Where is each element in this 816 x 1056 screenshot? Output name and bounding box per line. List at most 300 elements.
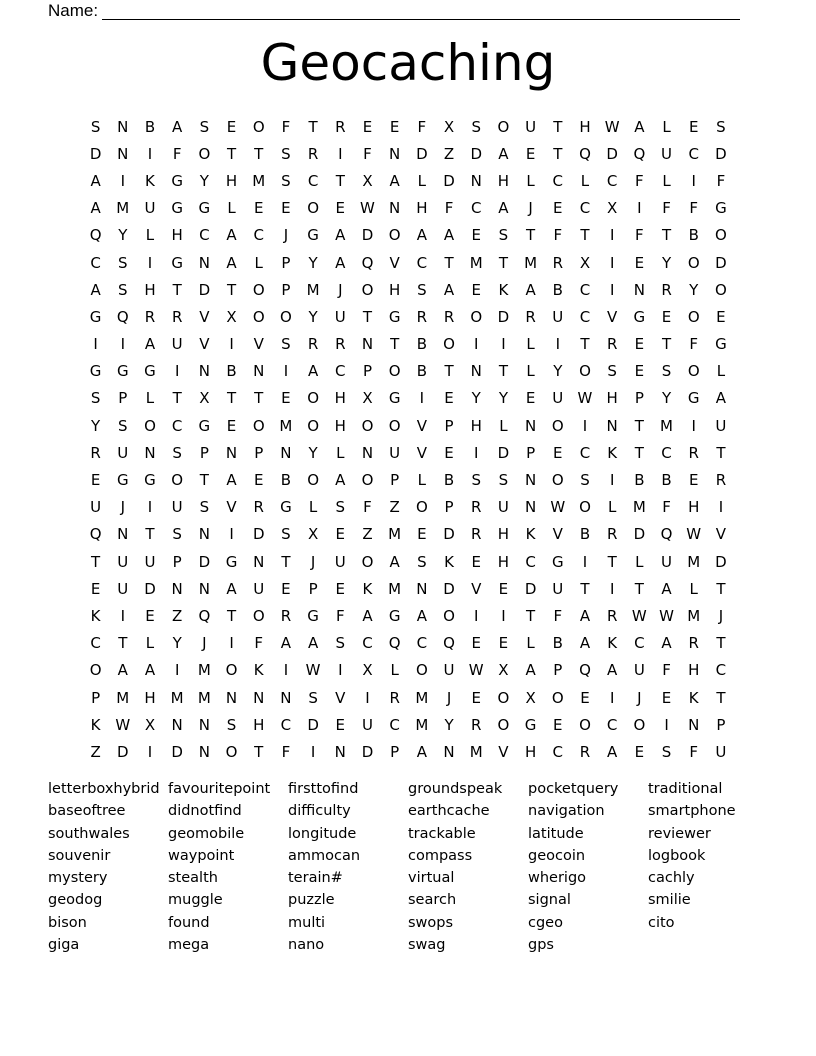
grid-letter[interactable]: S (308, 688, 318, 707)
grid-letter[interactable]: A (307, 634, 319, 653)
grid-letter[interactable]: J (528, 199, 533, 218)
grid-letter[interactable]: E (716, 307, 726, 326)
grid-letter[interactable]: E (634, 742, 645, 761)
grid-letter[interactable]: N (524, 416, 537, 435)
grid-letter[interactable]: G (307, 606, 319, 625)
grid-letter[interactable]: I (582, 416, 588, 435)
grid-letter[interactable]: T (172, 280, 182, 299)
grid-letter[interactable]: R (688, 634, 699, 653)
grid-letter[interactable]: U (253, 579, 265, 598)
grid-letter[interactable]: I (229, 335, 234, 354)
grid-letter[interactable]: H (334, 416, 346, 435)
grid-letter[interactable]: U (334, 552, 346, 571)
grid-letter[interactable]: F (635, 171, 644, 190)
grid-letter[interactable]: H (606, 389, 618, 408)
grid-letter[interactable]: G (280, 498, 292, 517)
grid-letter[interactable]: N (470, 171, 482, 190)
grid-letter[interactable]: I (609, 226, 615, 245)
grid-letter[interactable]: T (580, 226, 590, 245)
grid-letter[interactable]: C (90, 253, 101, 272)
grid-letter[interactable]: U (661, 144, 673, 163)
grid-letter[interactable]: L (145, 389, 155, 408)
grid-letter[interactable]: T (526, 606, 536, 625)
grid-letter[interactable]: I (609, 280, 615, 299)
grid-letter[interactable]: G (198, 416, 211, 435)
grid-letter[interactable]: E (688, 471, 699, 490)
grid-letter[interactable]: E (335, 525, 346, 544)
grid-letter[interactable]: B (226, 362, 237, 381)
grid-letter[interactable]: K (362, 579, 373, 598)
grid-letter[interactable]: R (715, 471, 727, 490)
grid-letter[interactable]: C (389, 715, 400, 734)
grid-letter[interactable]: M (388, 525, 402, 544)
grid-letter[interactable]: F (281, 117, 291, 136)
grid-letter[interactable]: U (661, 552, 673, 571)
grid-letter[interactable]: T (199, 471, 209, 490)
grid-letter[interactable]: Q (660, 525, 673, 544)
grid-letter[interactable]: A (443, 280, 455, 299)
grid-letter[interactable]: V (498, 742, 509, 761)
grid-letter[interactable]: O (388, 362, 401, 381)
grid-letter[interactable]: O (307, 416, 319, 435)
grid-letter[interactable]: M (469, 742, 483, 761)
grid-letter[interactable]: U (497, 498, 509, 517)
grid-letter[interactable]: D (416, 144, 428, 163)
grid-letter[interactable]: O (252, 416, 265, 435)
grid-letter[interactable]: L (390, 661, 399, 680)
grid-letter[interactable]: K (145, 171, 155, 190)
grid-letter[interactable]: I (501, 335, 506, 354)
grid-letter[interactable]: P (553, 661, 563, 680)
grid-letter[interactable]: F (417, 117, 427, 136)
grid-letter[interactable]: I (609, 579, 615, 598)
grid-letter[interactable]: O (687, 362, 700, 381)
grid-letter[interactable]: B (688, 226, 699, 245)
grid-letter[interactable]: C (470, 199, 482, 218)
grid-letter[interactable]: H (253, 715, 265, 734)
grid-letter[interactable]: G (198, 199, 211, 218)
grid-letter[interactable]: D (715, 144, 727, 163)
grid-letter[interactable]: I (120, 171, 125, 190)
grid-letter[interactable]: S (498, 471, 509, 490)
grid-letter[interactable]: I (609, 471, 615, 490)
grid-letter[interactable]: C (335, 362, 346, 381)
grid-letter[interactable]: R (525, 307, 536, 326)
grid-letter[interactable]: S (281, 335, 291, 354)
grid-letter[interactable]: R (280, 606, 292, 625)
grid-letter[interactable]: M (252, 171, 266, 190)
grid-letter[interactable]: B (552, 280, 563, 299)
grid-letter[interactable]: E (580, 688, 590, 707)
grid-letter[interactable]: D (470, 144, 482, 163)
grid-letter[interactable]: N (225, 688, 238, 707)
grid-letter[interactable]: G (89, 307, 102, 326)
grid-letter[interactable]: P (254, 443, 264, 462)
grid-letter[interactable]: T (226, 144, 237, 163)
grid-letter[interactable]: H (497, 171, 510, 190)
grid-letter[interactable]: H (497, 525, 510, 544)
grid-letter[interactable]: U (552, 307, 564, 326)
grid-letter[interactable]: O (307, 471, 319, 490)
grid-letter[interactable]: R (661, 280, 672, 299)
grid-letter[interactable]: T (553, 144, 563, 163)
grid-letter[interactable]: L (689, 579, 698, 598)
grid-letter[interactable]: H (579, 117, 591, 136)
grid-letter[interactable]: S (90, 117, 101, 136)
grid-letter[interactable]: L (607, 498, 617, 517)
grid-letter[interactable]: D (117, 742, 129, 761)
grid-letter[interactable]: U (144, 552, 156, 571)
grid-letter[interactable]: C (579, 307, 591, 326)
grid-letter[interactable]: T (118, 634, 128, 653)
grid-letter[interactable]: N (198, 715, 210, 734)
grid-letter[interactable]: B (144, 117, 156, 136)
grid-letter[interactable]: C (253, 226, 264, 245)
grid-letter[interactable]: M (279, 416, 293, 435)
grid-letter[interactable]: T (580, 579, 590, 598)
grid-letter[interactable]: W (468, 661, 484, 680)
grid-letter[interactable]: I (174, 661, 180, 680)
grid-letter[interactable]: T (634, 443, 644, 462)
grid-letter[interactable]: F (635, 226, 644, 245)
grid-letter[interactable]: A (607, 661, 618, 680)
grid-letter[interactable]: D (307, 715, 319, 734)
grid-letter[interactable]: G (116, 362, 129, 381)
grid-letter[interactable]: P (118, 389, 128, 408)
grid-letter[interactable]: I (718, 498, 724, 517)
grid-letter[interactable]: A (335, 253, 346, 272)
grid-letter[interactable]: R (552, 253, 563, 272)
grid-letter[interactable]: J (310, 552, 316, 571)
grid-letter[interactable]: N (361, 335, 374, 354)
grid-letter[interactable]: P (308, 579, 318, 598)
grid-letter[interactable]: I (691, 171, 696, 190)
grid-letter[interactable]: A (715, 389, 727, 408)
grid-letter[interactable]: X (226, 307, 237, 326)
grid-letter[interactable]: N (171, 715, 183, 734)
grid-letter[interactable]: R (335, 335, 346, 354)
grid-letter[interactable]: M (469, 253, 483, 272)
grid-letter[interactable]: O (687, 307, 700, 326)
grid-letter[interactable]: I (120, 606, 125, 625)
grid-letter[interactable]: T (498, 253, 508, 272)
grid-letter[interactable]: R (253, 498, 264, 517)
grid-letter[interactable]: F (335, 606, 345, 625)
grid-letter[interactable]: M (687, 606, 701, 625)
grid-letter[interactable]: O (579, 498, 591, 517)
grid-letter[interactable]: T (634, 416, 644, 435)
grid-letter[interactable]: D (171, 742, 183, 761)
grid-letter[interactable]: R (307, 335, 319, 354)
grid-letter[interactable]: Y (553, 362, 563, 381)
grid-letter[interactable]: C (171, 416, 183, 435)
grid-letter[interactable]: H (416, 199, 428, 218)
grid-letter[interactable]: U (443, 661, 455, 680)
grid-letter[interactable]: L (499, 416, 508, 435)
grid-letter[interactable]: X (607, 199, 618, 218)
grid-letter[interactable]: A (416, 742, 427, 761)
grid-letter[interactable]: F (689, 199, 699, 218)
grid-letter[interactable]: I (147, 742, 153, 761)
grid-letter[interactable]: S (199, 498, 210, 517)
grid-letter[interactable]: W (550, 498, 566, 517)
grid-letter[interactable]: N (253, 552, 265, 571)
grid-letter[interactable]: G (687, 389, 700, 408)
grid-letter[interactable]: U (361, 715, 373, 734)
grid-letter[interactable]: Q (388, 634, 401, 653)
grid-letter[interactable]: I (501, 606, 506, 625)
grid-letter[interactable]: Z (389, 498, 400, 517)
grid-letter[interactable]: C (579, 443, 591, 462)
grid-letter[interactable]: U (117, 443, 129, 462)
grid-letter[interactable]: E (634, 253, 645, 272)
grid-letter[interactable]: E (281, 579, 291, 598)
grid-letter[interactable]: I (474, 606, 479, 625)
grid-letter[interactable]: G (715, 335, 727, 354)
grid-letter[interactable]: C (579, 199, 591, 218)
grid-letter[interactable]: C (579, 280, 591, 299)
grid-letter[interactable]: L (716, 362, 726, 381)
grid-letter[interactable]: U (389, 443, 401, 462)
grid-letter[interactable]: D (443, 171, 455, 190)
grid-letter[interactable]: W (631, 606, 647, 625)
grid-letter[interactable]: J (120, 498, 125, 517)
grid-letter[interactable]: N (253, 362, 265, 381)
grid-letter[interactable]: Q (579, 661, 591, 680)
grid-letter[interactable]: P (390, 742, 400, 761)
grid-letter[interactable]: E (362, 117, 373, 136)
grid-letter[interactable]: U (117, 579, 129, 598)
grid-letter[interactable]: X (525, 688, 536, 707)
grid-letter[interactable]: A (90, 171, 101, 190)
grid-letter[interactable]: L (526, 362, 535, 381)
grid-letter[interactable]: M (388, 579, 402, 598)
grid-letter[interactable]: O (307, 199, 319, 218)
grid-letter[interactable]: A (226, 471, 237, 490)
grid-letter[interactable]: T (390, 335, 400, 354)
grid-letter[interactable]: O (497, 117, 510, 136)
grid-letter[interactable]: M (415, 715, 429, 734)
grid-letter[interactable]: O (579, 362, 591, 381)
grid-letter[interactable]: F (662, 498, 671, 517)
name-underline[interactable] (102, 3, 740, 20)
grid-letter[interactable]: A (335, 471, 346, 490)
grid-letter[interactable]: T (308, 117, 318, 136)
grid-letter[interactable]: O (171, 471, 184, 490)
grid-letter[interactable]: N (334, 742, 346, 761)
grid-letter[interactable]: I (283, 661, 289, 680)
grid-letter[interactable]: M (116, 199, 130, 218)
grid-letter[interactable]: A (335, 226, 346, 245)
grid-letter[interactable]: R (606, 606, 618, 625)
grid-letter[interactable]: E (525, 389, 536, 408)
grid-letter[interactable]: B (416, 362, 427, 381)
grid-letter[interactable]: I (338, 661, 343, 680)
grid-letter[interactable]: S (716, 117, 726, 136)
grid-letter[interactable]: I (474, 335, 479, 354)
grid-letter[interactable]: Y (199, 171, 209, 190)
grid-letter[interactable]: T (335, 171, 345, 190)
grid-letter[interactable]: E (471, 226, 481, 245)
grid-letter[interactable]: E (281, 199, 291, 218)
grid-letter[interactable]: X (579, 253, 591, 272)
grid-letter[interactable]: R (171, 307, 183, 326)
grid-letter[interactable]: O (497, 715, 510, 734)
grid-letter[interactable]: R (471, 525, 482, 544)
grid-letter[interactable]: P (362, 362, 372, 381)
grid-letter[interactable]: P (634, 389, 644, 408)
grid-letter[interactable]: E (253, 199, 264, 218)
grid-letter[interactable]: S (417, 552, 427, 571)
grid-letter[interactable]: R (443, 307, 455, 326)
grid-letter[interactable]: O (443, 335, 455, 354)
grid-letter[interactable]: O (551, 471, 564, 490)
grid-letter[interactable]: R (307, 144, 319, 163)
grid-letter[interactable]: A (226, 226, 237, 245)
grid-letter[interactable]: E (471, 688, 481, 707)
grid-letter[interactable]: P (444, 498, 454, 517)
grid-letter[interactable]: D (633, 525, 646, 544)
grid-letter[interactable]: Y (444, 715, 454, 734)
grid-letter[interactable]: K (607, 443, 618, 462)
grid-letter[interactable]: P (91, 688, 101, 707)
grid-letter[interactable]: R (389, 688, 400, 707)
grid-letter[interactable]: N (633, 280, 645, 299)
grid-letter[interactable]: F (363, 498, 372, 517)
grid-letter[interactable]: Q (116, 307, 129, 326)
grid-letter[interactable]: E (226, 117, 237, 136)
grid-letter[interactable]: I (664, 715, 669, 734)
grid-letter[interactable]: L (662, 171, 671, 190)
grid-letter[interactable]: L (227, 199, 236, 218)
grid-letter[interactable]: H (497, 552, 510, 571)
grid-letter[interactable]: I (93, 335, 98, 354)
grid-letter[interactable]: E (444, 389, 454, 408)
grid-letter[interactable]: X (362, 661, 373, 680)
grid-letter[interactable]: O (252, 117, 265, 136)
grid-letter[interactable]: A (280, 634, 292, 653)
grid-letter[interactable]: Y (661, 389, 672, 408)
grid-letter[interactable]: X (498, 661, 509, 680)
grid-letter[interactable]: T (661, 335, 672, 354)
grid-letter[interactable]: C (307, 171, 319, 190)
grid-letter[interactable]: E (634, 362, 645, 381)
grid-letter[interactable]: C (525, 552, 536, 571)
grid-letter[interactable]: P (390, 471, 400, 490)
grid-letter[interactable]: P (526, 443, 536, 462)
grid-letter[interactable]: I (229, 634, 234, 653)
grid-letter[interactable]: B (552, 634, 563, 653)
grid-letter[interactable]: G (144, 362, 156, 381)
grid-letter[interactable]: C (552, 171, 564, 190)
grid-letter[interactable]: V (389, 253, 400, 272)
grid-letter[interactable]: N (524, 498, 537, 517)
grid-letter[interactable]: D (89, 144, 102, 163)
grid-letter[interactable]: O (361, 280, 374, 299)
grid-letter[interactable]: U (715, 742, 727, 761)
grid-letter[interactable]: E (335, 715, 346, 734)
grid-letter[interactable]: A (498, 199, 509, 218)
grid-letter[interactable]: Y (118, 226, 128, 245)
grid-letter[interactable]: O (252, 606, 265, 625)
grid-letter[interactable]: O (225, 661, 238, 680)
grid-letter[interactable]: A (607, 742, 618, 761)
grid-letter[interactable]: G (715, 199, 727, 218)
grid-letter[interactable]: B (280, 471, 292, 490)
grid-letter[interactable]: A (525, 661, 536, 680)
grid-letter[interactable]: S (281, 171, 291, 190)
grid-letter[interactable]: M (632, 498, 646, 517)
grid-letter[interactable]: E (661, 307, 672, 326)
grid-letter[interactable]: M (170, 688, 184, 707)
grid-letter[interactable]: A (661, 579, 672, 598)
grid-letter[interactable]: C (715, 661, 727, 680)
grid-letter[interactable]: T (226, 389, 237, 408)
grid-letter[interactable]: X (307, 525, 319, 544)
grid-letter[interactable]: Y (308, 253, 318, 272)
grid-letter[interactable]: F (716, 171, 726, 190)
grid-letter[interactable]: S (90, 389, 101, 408)
grid-letter[interactable]: G (171, 199, 183, 218)
grid-letter[interactable]: R (688, 443, 699, 462)
grid-letter[interactable]: B (579, 525, 591, 544)
grid-letter[interactable]: F (662, 661, 671, 680)
grid-letter[interactable]: S (199, 117, 210, 136)
grid-letter[interactable]: H (389, 280, 401, 299)
grid-letter[interactable]: N (225, 443, 238, 462)
grid-letter[interactable]: C (416, 253, 428, 272)
grid-letter[interactable]: Z (90, 742, 101, 761)
grid-letter[interactable]: P (281, 253, 291, 272)
grid-letter[interactable]: O (252, 280, 265, 299)
grid-letter[interactable]: U (633, 661, 645, 680)
grid-letter[interactable]: N (524, 471, 537, 490)
grid-letter[interactable]: I (365, 688, 370, 707)
grid-letter[interactable]: A (416, 606, 427, 625)
grid-letter[interactable]: T (580, 335, 590, 354)
grid-letter[interactable]: I (555, 335, 560, 354)
grid-letter[interactable]: N (253, 688, 265, 707)
grid-letter[interactable]: Q (89, 525, 102, 544)
grid-letter[interactable]: P (172, 552, 182, 571)
grid-letter[interactable]: R (471, 715, 482, 734)
grid-letter[interactable]: H (171, 226, 183, 245)
grid-letter[interactable]: C (661, 443, 672, 462)
grid-letter[interactable]: D (361, 226, 374, 245)
grid-letter[interactable]: L (662, 117, 671, 136)
grid-letter[interactable]: G (144, 471, 156, 490)
grid-letter[interactable]: F (363, 144, 372, 163)
grid-letter[interactable]: E (90, 471, 101, 490)
grid-letter[interactable]: O (388, 226, 401, 245)
grid-letter[interactable]: C (90, 634, 101, 653)
grid-letter[interactable]: B (416, 335, 427, 354)
grid-letter[interactable]: N (144, 443, 156, 462)
grid-letter[interactable]: T (226, 606, 237, 625)
grid-letter[interactable]: Z (172, 606, 183, 625)
grid-letter[interactable]: O (715, 226, 727, 245)
grid-letter[interactable]: Q (633, 144, 646, 163)
grid-letter[interactable]: T (716, 688, 726, 707)
grid-letter[interactable]: A (661, 634, 672, 653)
grid-letter[interactable]: S (661, 742, 672, 761)
grid-letter[interactable]: E (688, 117, 699, 136)
grid-letter[interactable]: T (281, 552, 291, 571)
grid-letter[interactable]: I (310, 742, 316, 761)
grid-letter[interactable]: H (524, 742, 537, 761)
grid-letter[interactable]: J (202, 634, 207, 653)
grid-letter[interactable]: O (551, 416, 564, 435)
